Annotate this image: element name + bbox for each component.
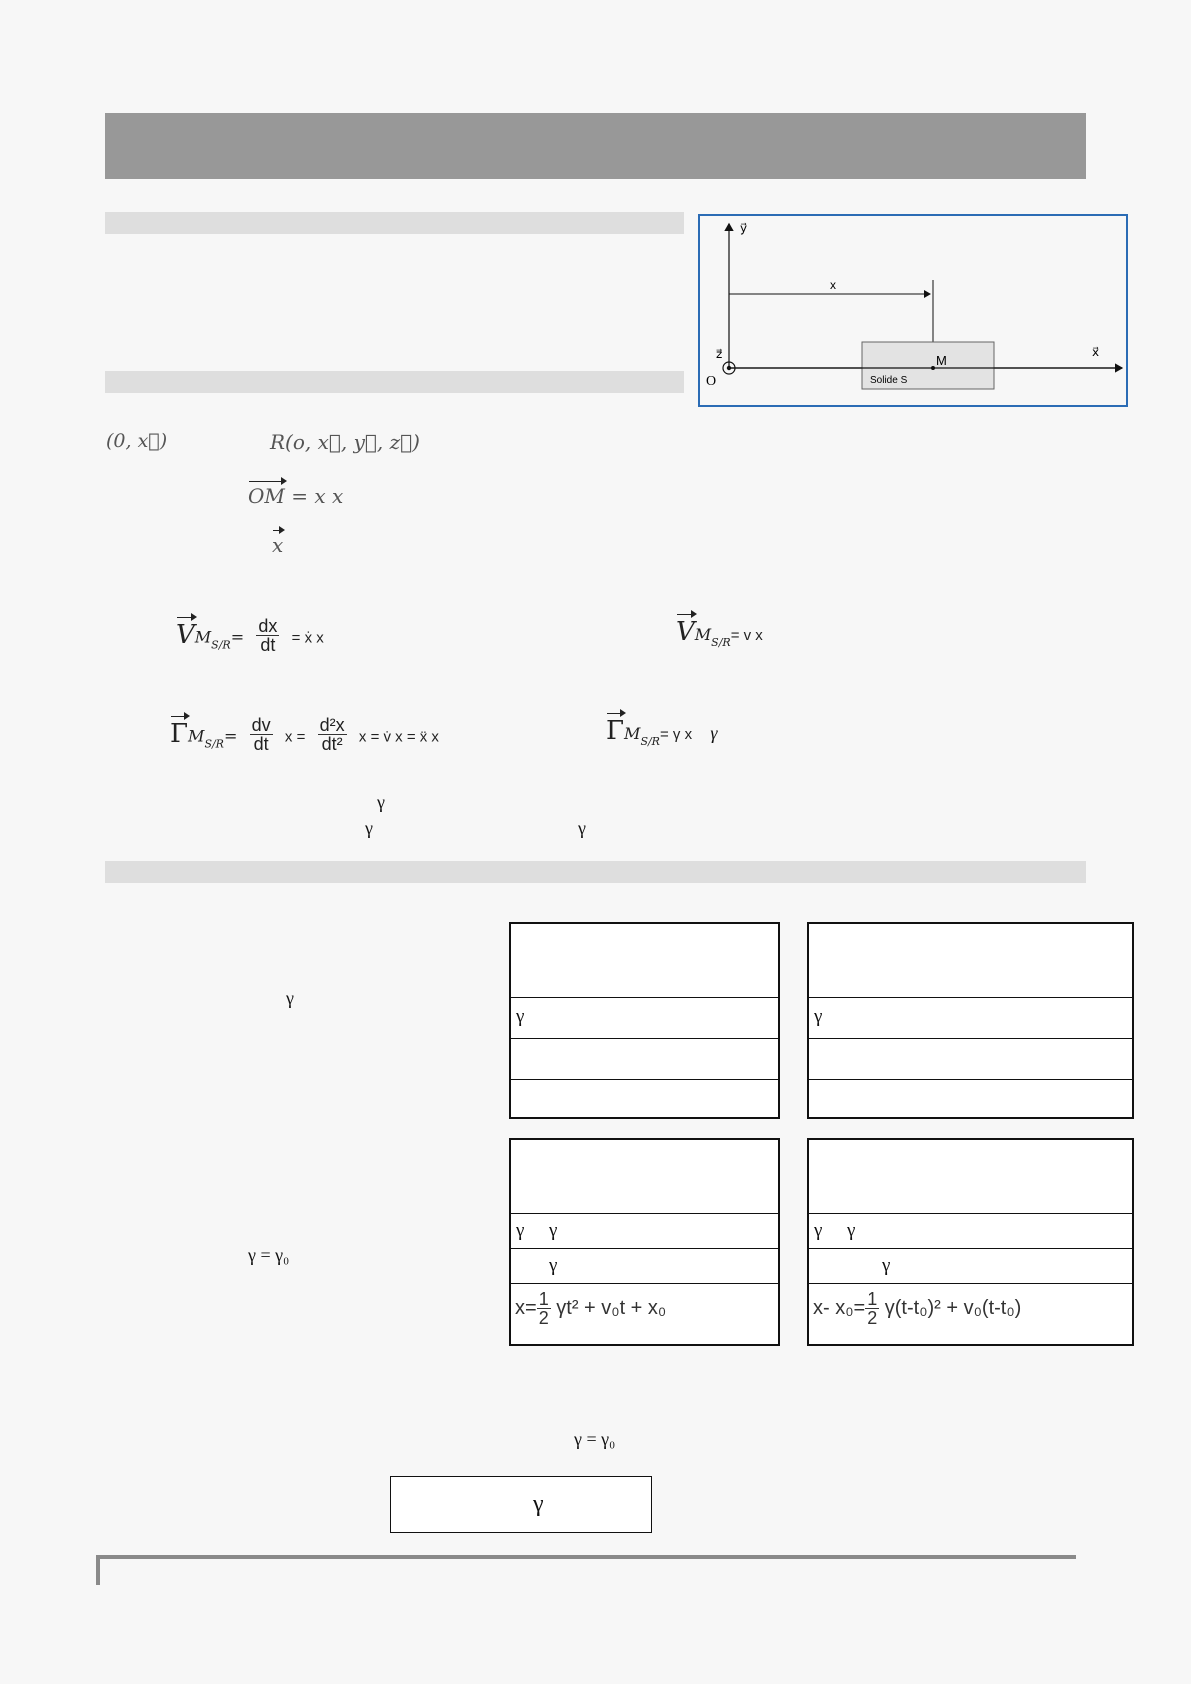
table-row: γ — [809, 997, 1132, 998]
table-row — [511, 1079, 778, 1080]
point-m-label: M — [936, 353, 947, 368]
gamma-symbol: γ — [578, 818, 586, 838]
accelerated-motion-table-right — [807, 1138, 1134, 1346]
gamma-symbol: γ — [286, 988, 294, 1008]
uniform-motion-table-right — [807, 922, 1134, 1119]
frame-formula: R(o, x⃗, y⃗, z⃗) — [270, 430, 420, 454]
position-rhs: = x x — [291, 484, 344, 508]
summary-box: γ — [390, 1476, 652, 1533]
z-axis-label: z⃗ — [716, 347, 723, 361]
gamma-symbol: γ — [365, 818, 373, 838]
velocity-short: $VM_{S/R}= v$ x — [676, 617, 763, 650]
table-row — [511, 1283, 778, 1328]
gamma-initial-condition: γ = γ₀ — [248, 1245, 290, 1265]
uniform-motion-table-left — [509, 922, 780, 1119]
acceleration-definition: $\Gamma M_{S/R}=$ $\frac{dv}{dt}$ x = $\frac{\text{d²x}}{\text{dt²}}$ x = v̇ x = ẍ x — [170, 715, 439, 754]
solid-label: Solide S — [870, 375, 908, 386]
footer-rule-tick — [96, 1555, 100, 1585]
table-row: γ — [511, 1248, 778, 1249]
x-axis-label: x⃗ — [1092, 345, 1100, 359]
gamma-symbol: γ — [377, 792, 385, 812]
table-row: γ — [511, 997, 778, 998]
frame-point-formula: (0, x⃗) — [106, 430, 168, 452]
section-bar-2 — [105, 371, 684, 393]
table-row: γ — [809, 1248, 1132, 1249]
table-row: γ γ — [511, 1213, 778, 1214]
title-bar — [105, 113, 1086, 179]
distance-label: x — [830, 278, 836, 292]
accelerated-motion-table-left — [509, 1138, 780, 1346]
position-formula-left: x= $\frac{1}{2}$ γt² + v₀t + x₀ — [515, 1289, 667, 1328]
table-row — [809, 1079, 1132, 1080]
position-formula — [248, 484, 343, 508]
y-axis-label: y⃗ — [740, 221, 748, 235]
unit-vector-x: x — [272, 533, 284, 557]
motion-figure — [698, 214, 1128, 407]
table-row — [809, 1283, 1132, 1328]
point-m — [931, 366, 935, 370]
table-row: γ γ — [809, 1213, 1132, 1214]
section-bar-3 — [105, 861, 1086, 883]
origin-label: O — [706, 374, 717, 389]
figure-diagram — [700, 216, 1126, 405]
velocity-definition: $VM_{S/R}=$ $\frac{dx}{dt}$ = ẋ x — [176, 616, 324, 655]
acceleration-short: $\Gamma M_{S/R}= \gamma$ x γ — [606, 716, 718, 749]
om-vector: OM — [248, 484, 285, 508]
table-row — [511, 1038, 778, 1039]
gamma-initial-condition: γ = γ₀ — [574, 1429, 616, 1449]
table-row — [809, 1038, 1132, 1039]
footer-rule — [96, 1555, 1076, 1559]
position-formula-right: x- x₀= $\frac{1}{2}$ γ(t-t₀)² + v₀(t-t₀) — [813, 1289, 1022, 1328]
section-bar-1 — [105, 212, 684, 234]
